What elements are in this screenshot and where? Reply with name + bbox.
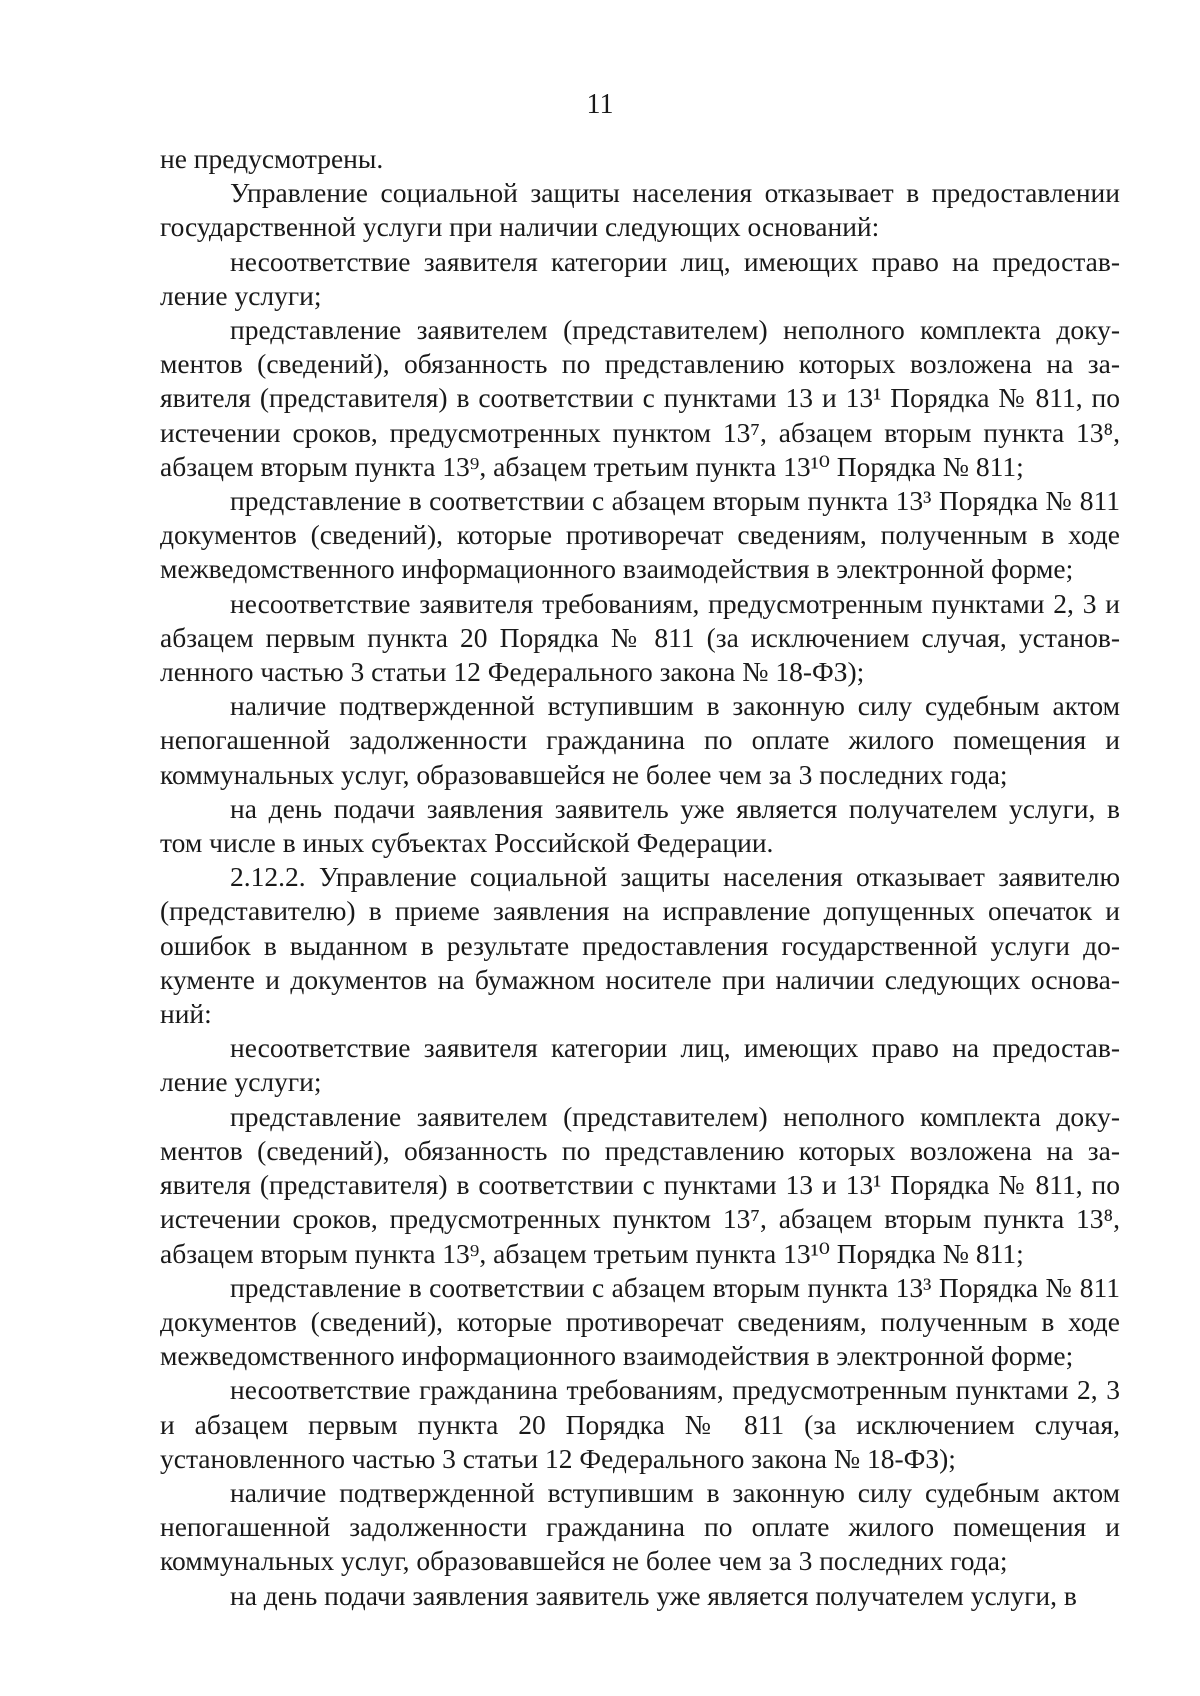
- paragraph-ground-debt: наличие подтвержденной вступившим в законную силу судебным актом непогашенной задолженности гражданина по оплате жилого помещения и коммунальных услуг, образовавшейся не более чем за 3 последних года;: [160, 690, 1120, 790]
- paragraph-refusal-grounds-intro: Управление социальной защиты населения отказывает в предоставлении государственной услуги при наличии следующих оснований:: [160, 177, 1120, 243]
- paragraph-ground-incomplete-documents-2: представление заявителем (представителем) неполного комплекта документов (сведений), обязанность по представлению которых возложена на заявителя (представителя) в соответствии с пунктами 13 и 13¹ Порядка № 811, по истечении сроков, предусмотренных пунктом 13⁷, абзацем вторым пункта 13⁸, абзацем вторым пункта 13⁹, абзацем третьим пункта 13¹⁰ Порядка № 811;: [160, 1100, 1120, 1269]
- paragraph-ground-requirements-2: несоответствие гражданина требованиям, предусмотренным пунктами 2, 3 и абзацем первым пункта 20 Порядка № 811 (за исключением случая, установленного частью 3 статьи 12 Федерального закона № 18-ФЗ);: [160, 1374, 1120, 1474]
- paragraph-ground-contradicting-documents-2: представление в соответствии с абзацем вторым пункта 13³ Порядка № 811 документов (сведений), которые противоречат сведениям, полученным в ходе межведомственного информационного взаимодействия в электронной форме;: [160, 1271, 1120, 1372]
- paragraph-continuation: не предусмотрены.: [160, 143, 384, 174]
- paragraph-ground-category: несоответствие заявителя категории лиц, имеющих право на предоставление услуги;: [160, 245, 1120, 311]
- paragraph-section-2-12-2: 2.12.2. Управление социальной защиты населения отказывает заявителю (представителю) в приеме заявления на исправление допущенных опечаток и ошибок в выданном в результате предоставления государственной услуги документе и документов на бумажном носителе при наличии следующих оснований:: [160, 861, 1120, 1030]
- paragraph-ground-requirements: несоответствие заявителя требованиям, предусмотренным пунктами 2, 3 и абзацем первым пункта 20 Порядка № 811 (за исключением случая, установленного частью 3 статьи 12 Федерального закона № 18-ФЗ);: [160, 587, 1120, 688]
- paragraph-ground-already-recipient-2: на день подачи заявления заявитель уже является получателем услуги, в: [230, 1579, 1077, 1611]
- paragraph-ground-debt-2: наличие подтвержденной вступившим в законную силу судебным актом непогашенной задолженности гражданина по оплате жилого помещения и коммунальных услуг, образовавшейся не более чем за 3 последних года;: [160, 1476, 1120, 1577]
- document-body: [160, 142, 1120, 1613]
- page-number: 11: [586, 89, 614, 120]
- paragraph-ground-contradicting-documents: представление в соответствии с абзацем вторым пункта 13³ Порядка № 811 документов (сведений), которые противоречат сведениям, полученным в ходе межведомственного информационного взаимодействия в электронной форме;: [160, 485, 1120, 585]
- paragraph-ground-incomplete-documents: представление заявителем (представителем) неполного комплекта документов (сведений), обязанность по представлению которых возложена на заявителя (представителя) в соответствии с пунктами 13 и 13¹ Порядка № 811, по истечении сроков, предусмотренных пунктом 13⁷, абзацем вторым пункта 13⁸, абзацем вторым пункта 13⁹, абзацем третьим пункта 13¹⁰ Порядка № 811;: [160, 314, 1120, 482]
- paragraph-ground-category-2: несоответствие заявителя категории лиц, имеющих право на предоставление услуги;: [160, 1032, 1120, 1098]
- paragraph-ground-already-recipient: на день подачи заявления заявитель уже является получателем услуги, в том числе в иных субъектах Российской Федерации.: [160, 792, 1120, 859]
